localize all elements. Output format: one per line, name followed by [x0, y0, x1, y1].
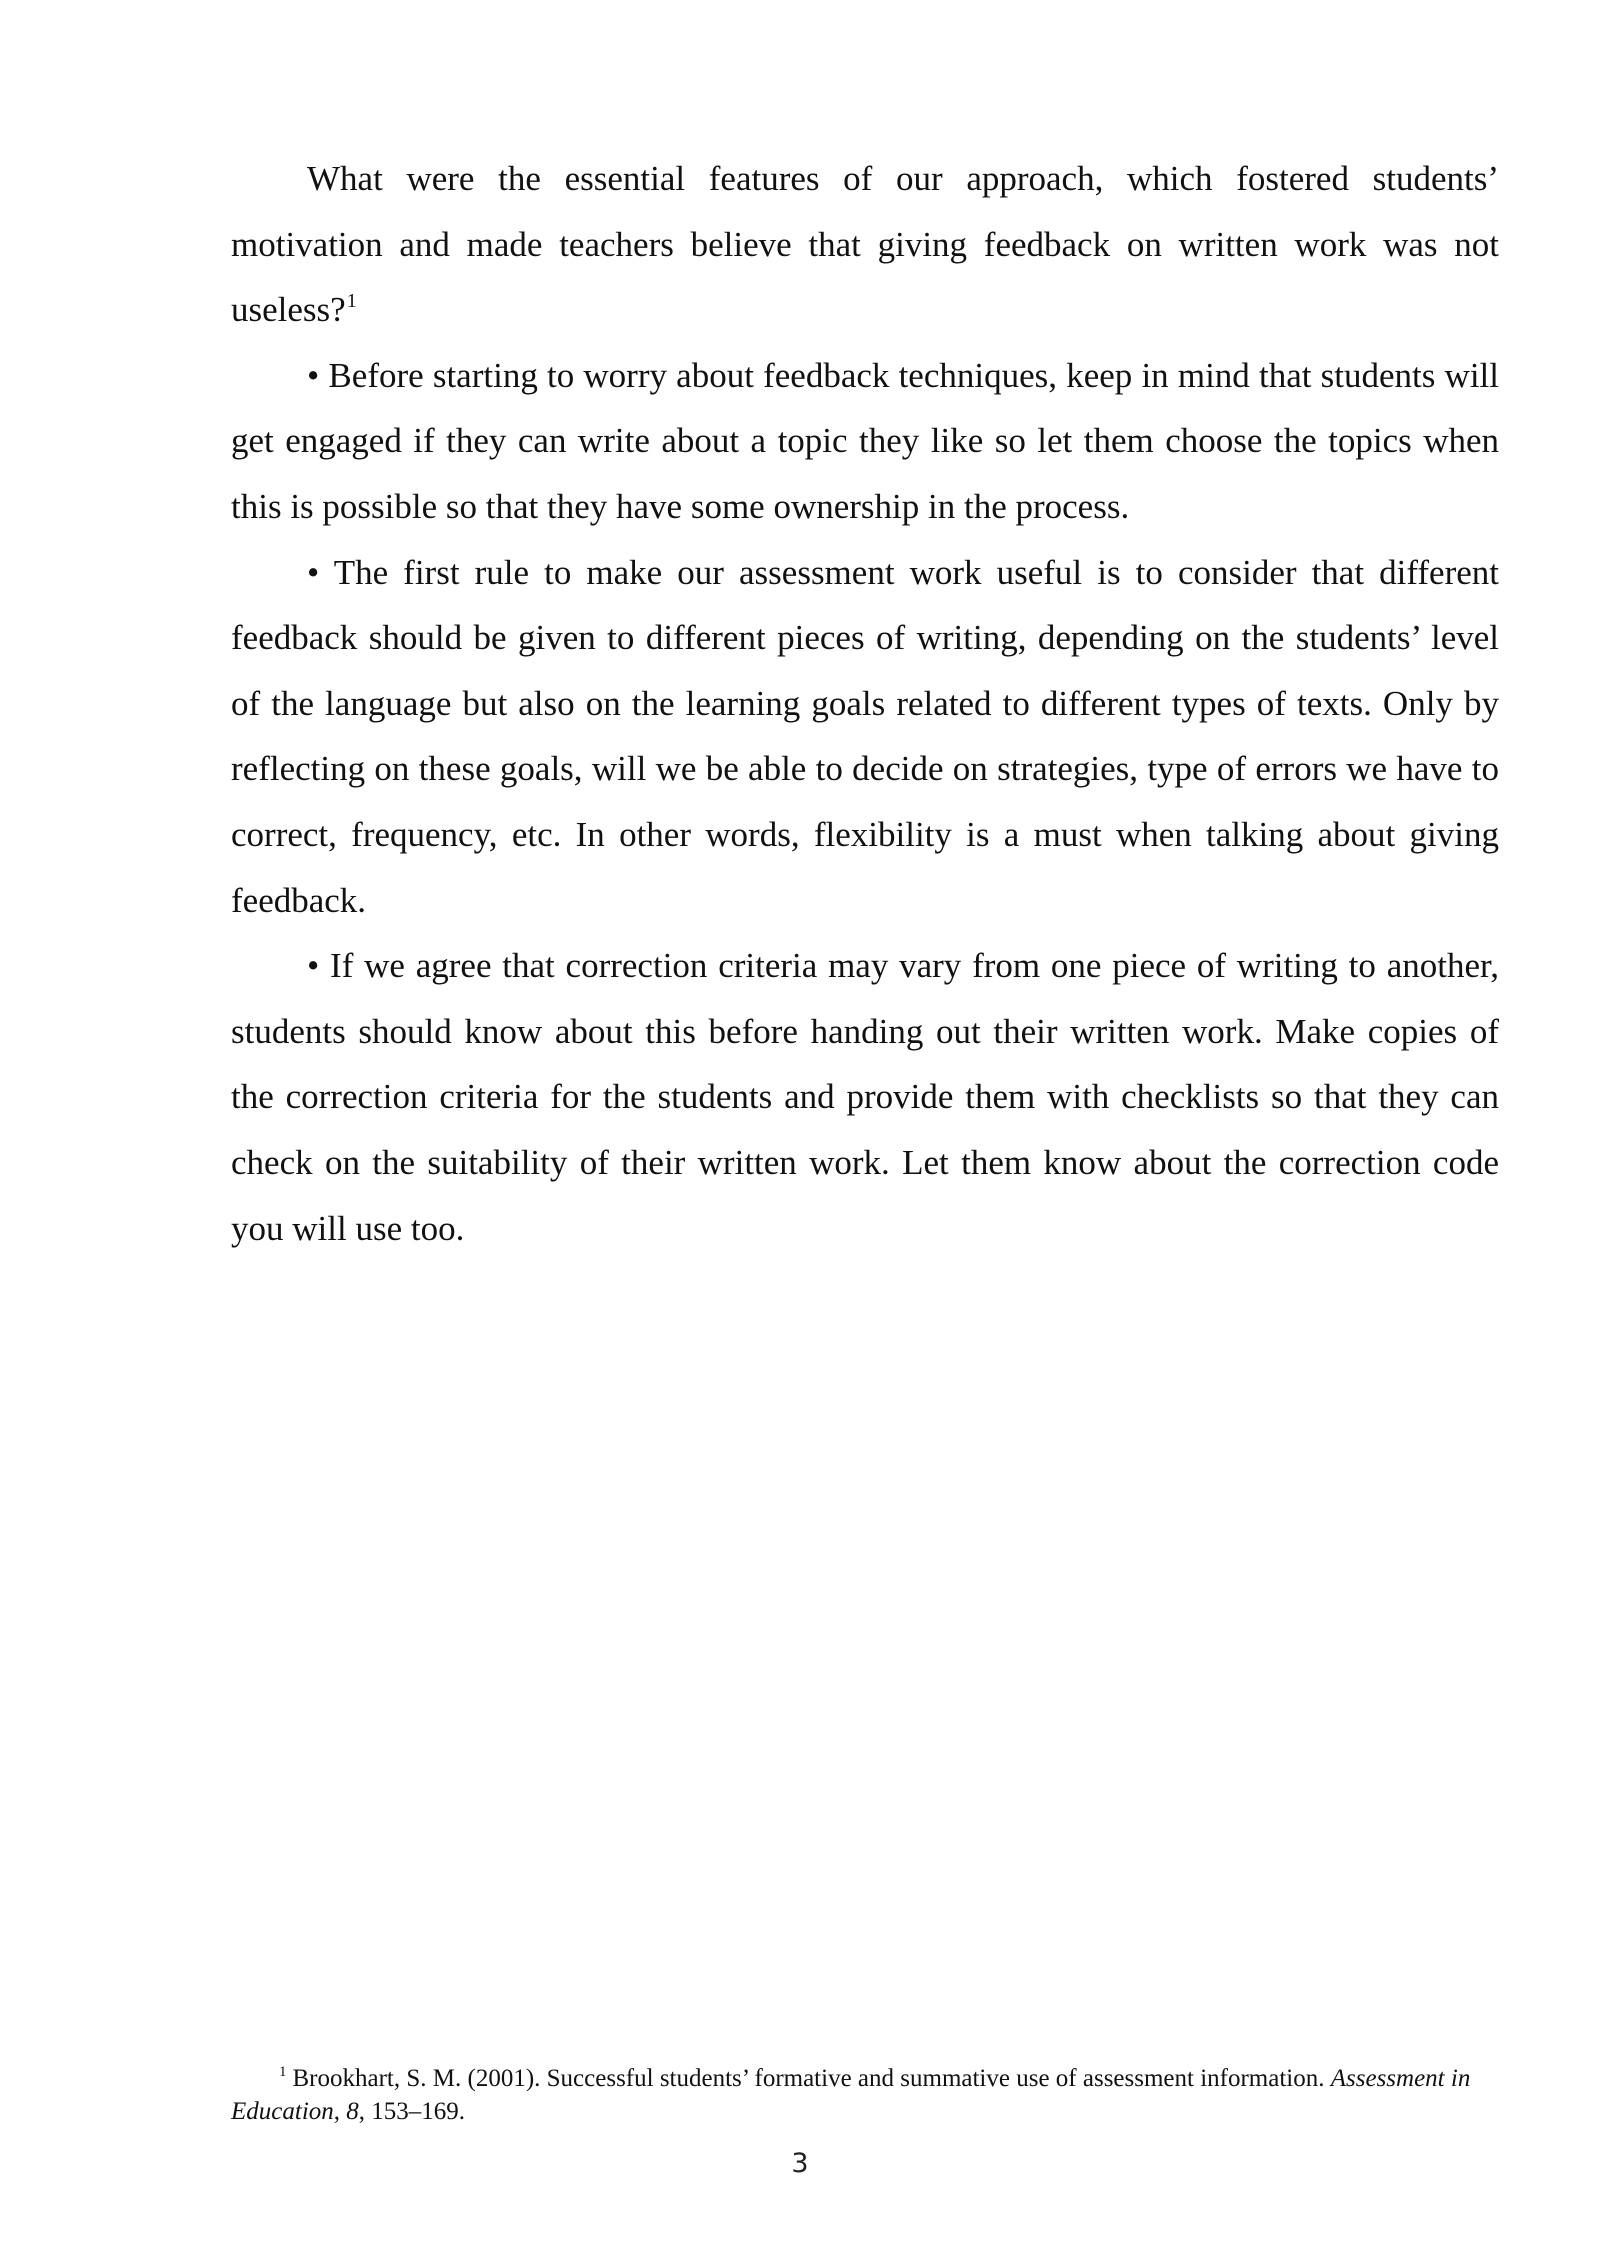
bullet-paragraph-topics: • Before starting to worry about feedback techniques, keep in mind that students will get engaged if they can write about a topic they like so let them choose the topics when this is possible so that they have some ownership in the process. [231, 355, 1499, 526]
footnote [231, 2062, 1499, 2128]
bullet-paragraph-first-rule: • The first rule to make our assessment work useful is to consider that different feedback should be given to different pieces of writing, depending on the students’ level of the language but also on the learning goals related to different types of texts. Only by reflecting on these goals, will we be able to decide on strategies, type of errors we have to correct, frequency, etc. In other words, flexibility is a must when talking about giving feedback. [231, 552, 1499, 920]
footnote-journal: Assessment in Education [231, 2065, 1471, 2125]
footnote-reference: 1 [346, 290, 357, 313]
footnote-text [231, 2062, 1499, 2128]
body-text [231, 146, 1499, 1261]
intro-paragraph [231, 146, 1499, 343]
intro-paragraph-text: What were the essential features of our approach, which fostered students’ motivation and made teachers believe that giving feedback on written work was not useless? [231, 159, 1499, 330]
footnote-citation: Brookhart, S. M. (2001). Successful students’ formative and summative use of assessment information. [292, 2065, 1325, 2092]
bullet-paragraph-correction-criteria: • If we agree that correction criteria may vary from one piece of writing to another, students should know about this before handing out their written work. Make copies of the correction criteria for the students and provide them with checklists so that they can check on the suitability of their written work. Let them know about the correction code you will use too. [231, 946, 1499, 1248]
footnote-pages: , 153–169. [358, 2098, 466, 2125]
page-number: 3 [791, 2148, 809, 2179]
footnote-marker: 1 [279, 2064, 287, 2080]
footnote-separator: , [333, 2098, 347, 2125]
footnote-volume: 8 [346, 2098, 359, 2125]
